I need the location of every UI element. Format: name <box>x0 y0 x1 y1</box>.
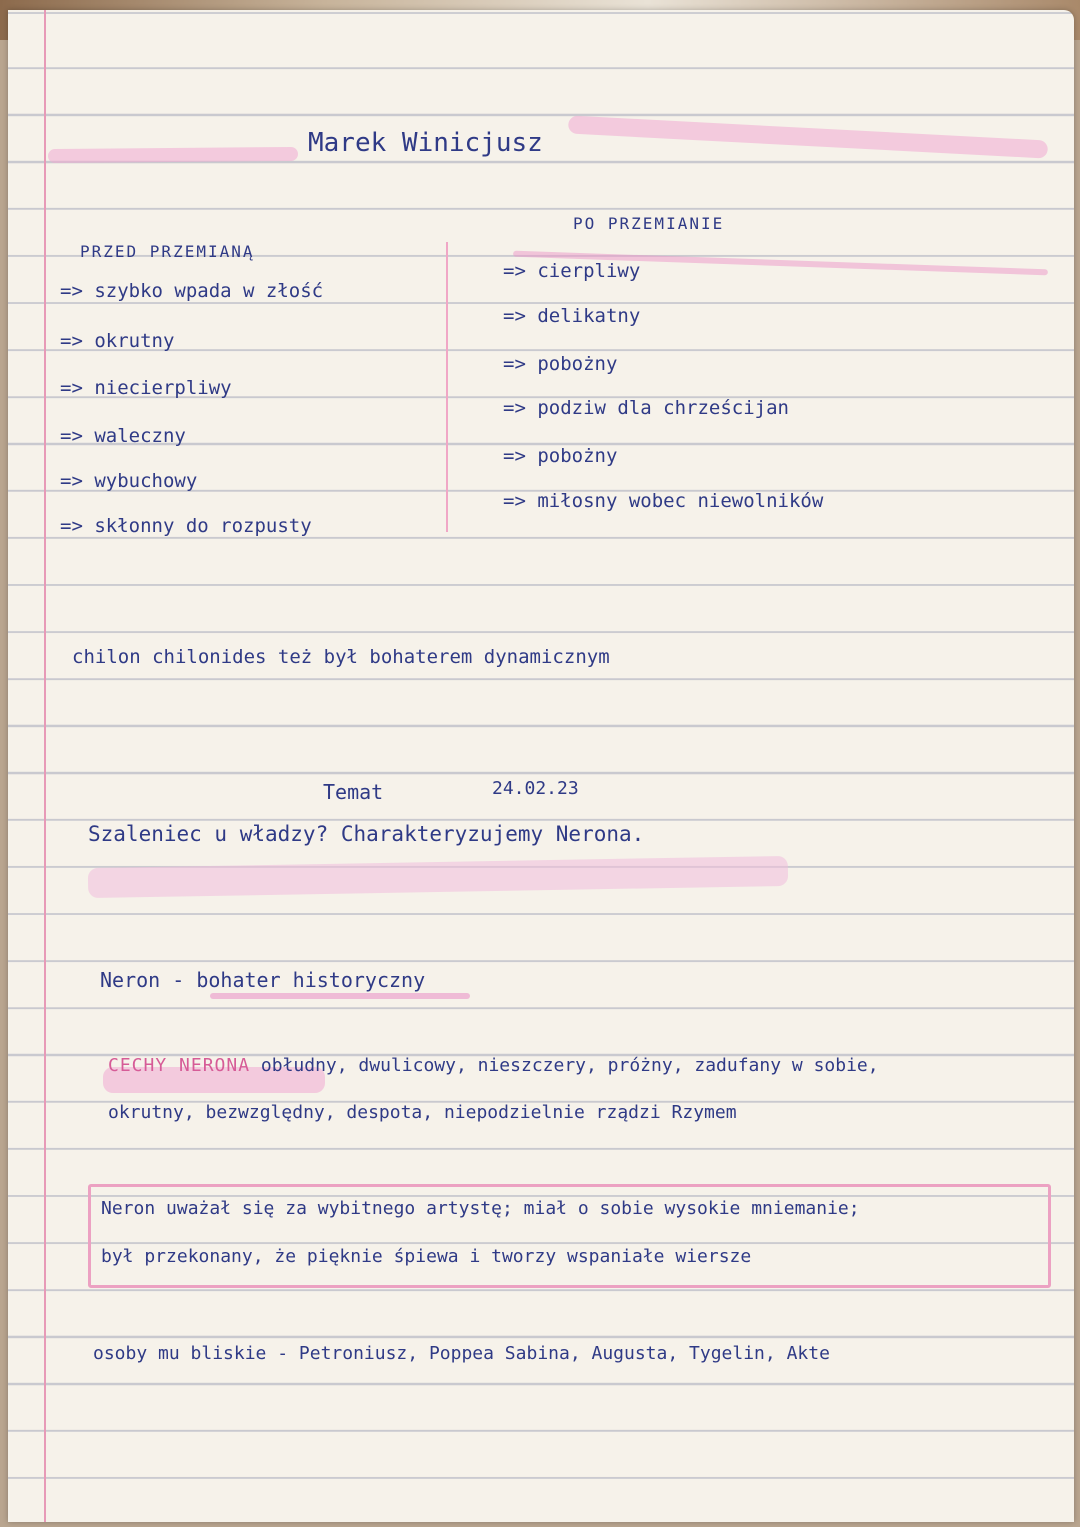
after-heading: PO PRZEMIANIE <box>573 214 725 233</box>
traits-label: CECHY NERONA <box>108 1055 251 1076</box>
before-item: => okrutny <box>60 330 175 352</box>
page-title: Marek Winicjusz <box>308 128 543 158</box>
after-item: => cierpliwy <box>503 260 641 282</box>
before-item: => waleczny <box>60 425 186 447</box>
title-highlight-left <box>48 147 298 163</box>
notebook-page <box>8 10 1074 1522</box>
after-item: => pobożny <box>503 353 618 375</box>
lesson-label: Temat <box>323 780 384 804</box>
traits-text-1: obłudny, dwulicowy, nieszczery, próżny, zadufany w sobie, <box>260 1055 879 1076</box>
lesson-topic: Szaleniec u władzy? Charakteryzujemy Nerona. <box>88 822 645 846</box>
artist-line-1: Neron uważał się za wybitnego artystę; miał o sobie wysokie mniemanie; <box>101 1198 860 1219</box>
before-heading: PRZED PRZEMIANĄ <box>80 242 255 261</box>
after-item: => pobożny <box>503 445 618 467</box>
traits-line-1 <box>108 1055 879 1076</box>
before-item: => niecierpliwy <box>60 377 232 399</box>
after-item: => podziw dla chrześcijan <box>503 397 789 419</box>
before-item: => skłonny do rozpusty <box>60 515 312 537</box>
traits-line-2: okrutny, bezwzględny, despota, niepodzielnie rządzi Rzymem <box>108 1102 737 1123</box>
neron-heading: Neron - bohater historyczny <box>100 968 426 992</box>
column-divider <box>446 242 448 532</box>
neron-underline <box>210 993 470 999</box>
artist-line-2: był przekonany, że pięknie śpiewa i tworzy wspaniałe wiersze <box>101 1246 752 1267</box>
before-item: => wybuchowy <box>60 470 198 492</box>
after-item: => miłosny wobec niewolników <box>503 490 824 512</box>
after-item: => delikatny <box>503 305 641 327</box>
before-item: => szybko wpada w złość <box>60 280 324 302</box>
margin-line <box>44 10 46 1522</box>
title-highlight-right <box>568 115 1048 158</box>
topic-highlight <box>88 856 788 898</box>
chilon-note: chilon chilonides też był bohaterem dynamicznym <box>72 646 610 668</box>
close-people: osoby mu bliskie - Petroniusz, Poppea Sabina, Augusta, Tygelin, Akte <box>93 1343 830 1364</box>
lesson-date: 24.02.23 <box>492 778 579 799</box>
